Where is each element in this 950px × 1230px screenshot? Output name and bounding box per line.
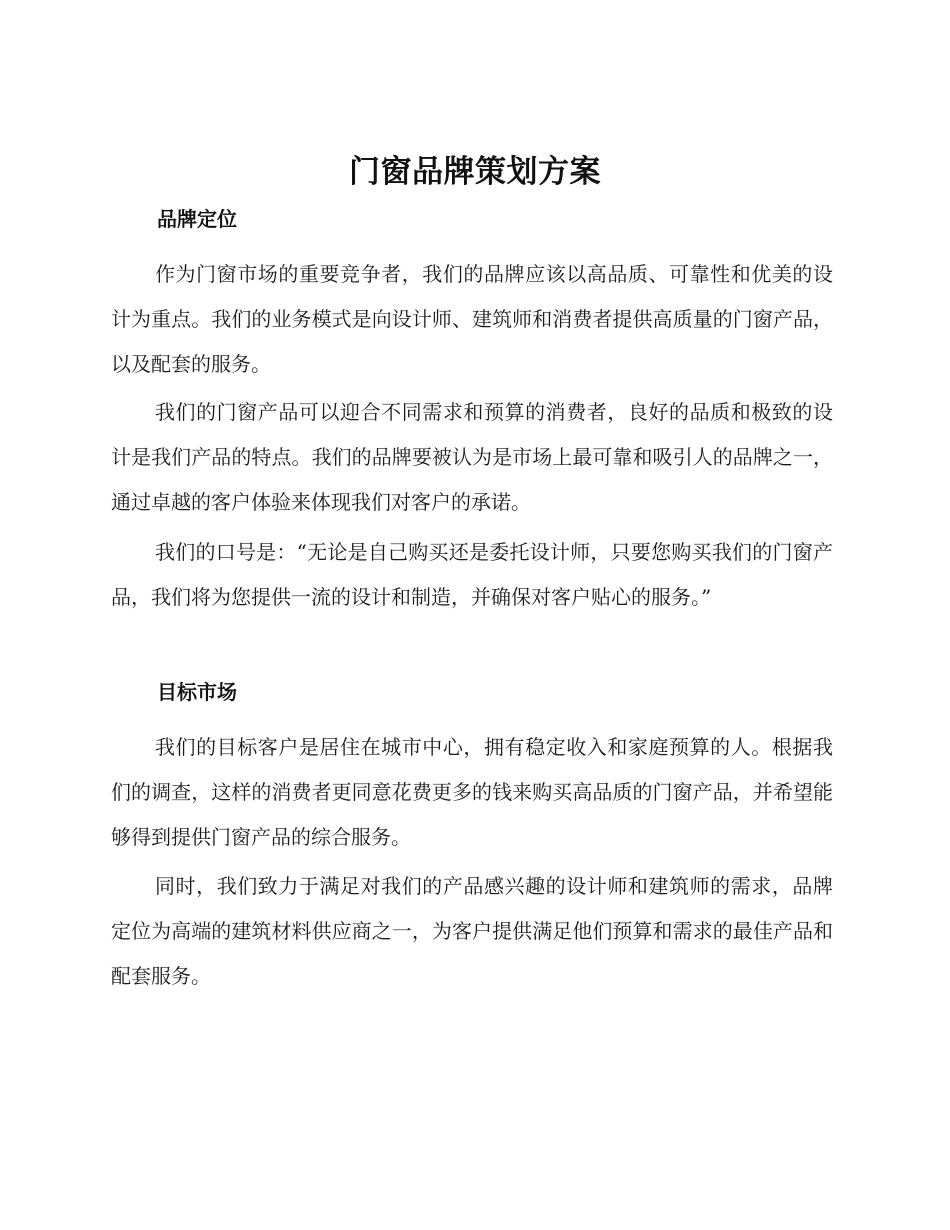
section-heading-target-market: 目标市场: [157, 680, 237, 704]
paragraph-brand-slogan: 我们的口号是：“无论是自己购买还是委托设计师，只要您购买我们的门窗产品，我们将为您提供一流的设计和制造，并确保对客户贴心的服务。”: [111, 540, 833, 609]
paragraph-target-customers: 我们的目标客户是居住在城市中心，拥有稳定收入和家庭预算的人。根据我们的调查，这样的消费者更同意花费更多的钱来购买高品质的门窗产品，并希望能够得到提供门窗产品的综合服务。: [111, 735, 833, 849]
paragraph-target-designers: 同时，我们致力于满足对我们的产品感兴趣的设计师和建筑师的需求，品牌定位为高端的建筑材料供应商之一，为客户提供满足他们预算和需求的最佳产品和配套服务。: [111, 874, 833, 988]
page-title: 门窗品牌策划方案: [349, 154, 601, 190]
section-heading-brand-positioning: 品牌定位: [157, 207, 237, 231]
paragraph-brand-intro: 作为门窗市场的重要竞争者，我们的品牌应该以高品质、可靠性和优美的设计为重点。我们的业务模式是向设计师、建筑师和消费者提供高质量的门窗产品，以及配套的服务。: [111, 262, 833, 376]
paragraph-brand-products: 我们的门窗产品可以迎合不同需求和预算的消费者，良好的品质和极致的设计是我们产品的特点。我们的品牌要被认为是市场上最可靠和吸引人的品牌之一，通过卓越的客户体验来体现我们对客户的承诺。: [111, 400, 833, 514]
